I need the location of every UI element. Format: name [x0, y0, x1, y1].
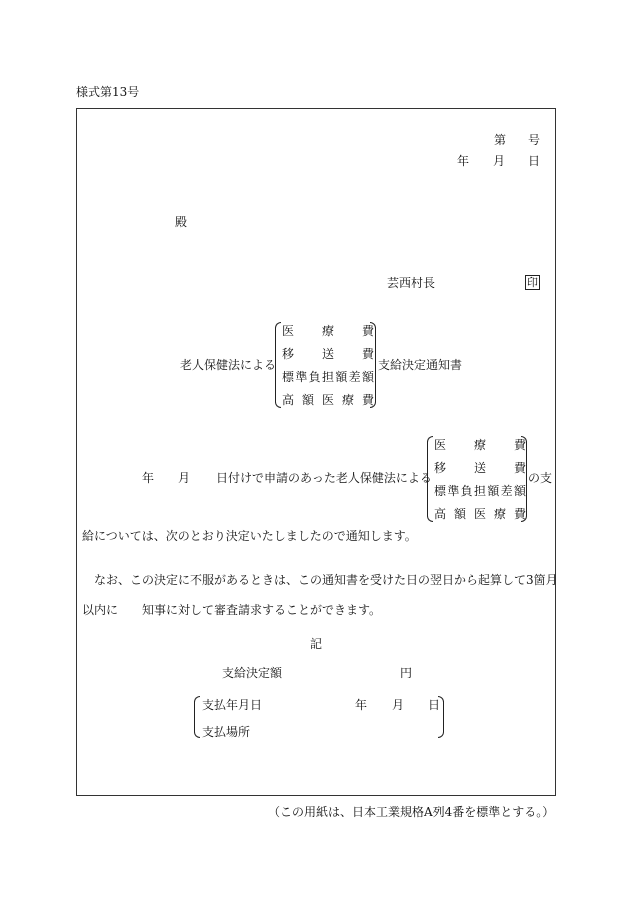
payment-brace-right [438, 696, 444, 738]
p2-line1: なお、この決定に不服があるときは、この通知書を受けた日の翌日から起算して3箇月 [94, 573, 558, 587]
doc-no-suffix: 号 [528, 133, 541, 147]
date-year: 年 [457, 154, 470, 168]
title-item: 標準負担額差額 [282, 370, 374, 384]
form-number: 様式第13号 [76, 85, 140, 99]
p1-item: 標準負担額差額 [434, 484, 526, 498]
payment-place-label: 支払場所 [202, 725, 251, 739]
p1-brace-right [521, 436, 527, 522]
amount-label: 支給決定額 [222, 666, 283, 680]
payment-brace-left [194, 696, 200, 738]
p1-month: 月 [178, 471, 191, 485]
doc-no-label: 第 [494, 133, 507, 147]
amount-unit: 円 [400, 666, 413, 680]
p1-item: 高額医療費 [434, 507, 526, 521]
p2-line2b: 知事に対して審査請求することができます。 [142, 603, 382, 617]
p1-brace-left [427, 436, 433, 522]
p1-year: 年 [142, 471, 155, 485]
p1-item: 移送費 [434, 461, 526, 475]
footnote: （この用紙は、日本工業規格A列4番を標準とする。） [268, 805, 555, 819]
p1-text: 日付けで申請のあった老人保健法による [216, 471, 432, 485]
title-item: 医療費 [282, 324, 374, 338]
ki-heading: 記 [310, 637, 323, 651]
payment-date-label: 支払年月日 [202, 698, 263, 712]
title-suffix: 支給決定通知書 [378, 358, 463, 372]
title-prefix: 老人保健法による [180, 358, 277, 372]
seal-mark: 印 [527, 276, 538, 289]
p1-tail: の支 [528, 471, 553, 485]
title-item: 移送費 [282, 347, 374, 361]
payment-day: 日 [428, 698, 441, 712]
p1-items [434, 434, 526, 526]
title-item: 高額医療費 [282, 393, 374, 407]
p2-line2a: 以内に [82, 603, 119, 617]
title-brace-left [275, 322, 281, 408]
title-brace-right [370, 322, 376, 408]
payment-year: 年 [355, 698, 368, 712]
date-month: 月 [493, 154, 506, 168]
p1-item: 医療費 [434, 438, 526, 452]
addressee-suffix: 殿 [175, 215, 188, 229]
p1-line2: 給については、次のとおり決定いたしましたので通知します。 [82, 529, 417, 543]
title-items [282, 320, 374, 412]
date-day: 日 [528, 154, 541, 168]
payment-month: 月 [392, 698, 405, 712]
issuer-name: 芸西村長 [387, 276, 436, 290]
